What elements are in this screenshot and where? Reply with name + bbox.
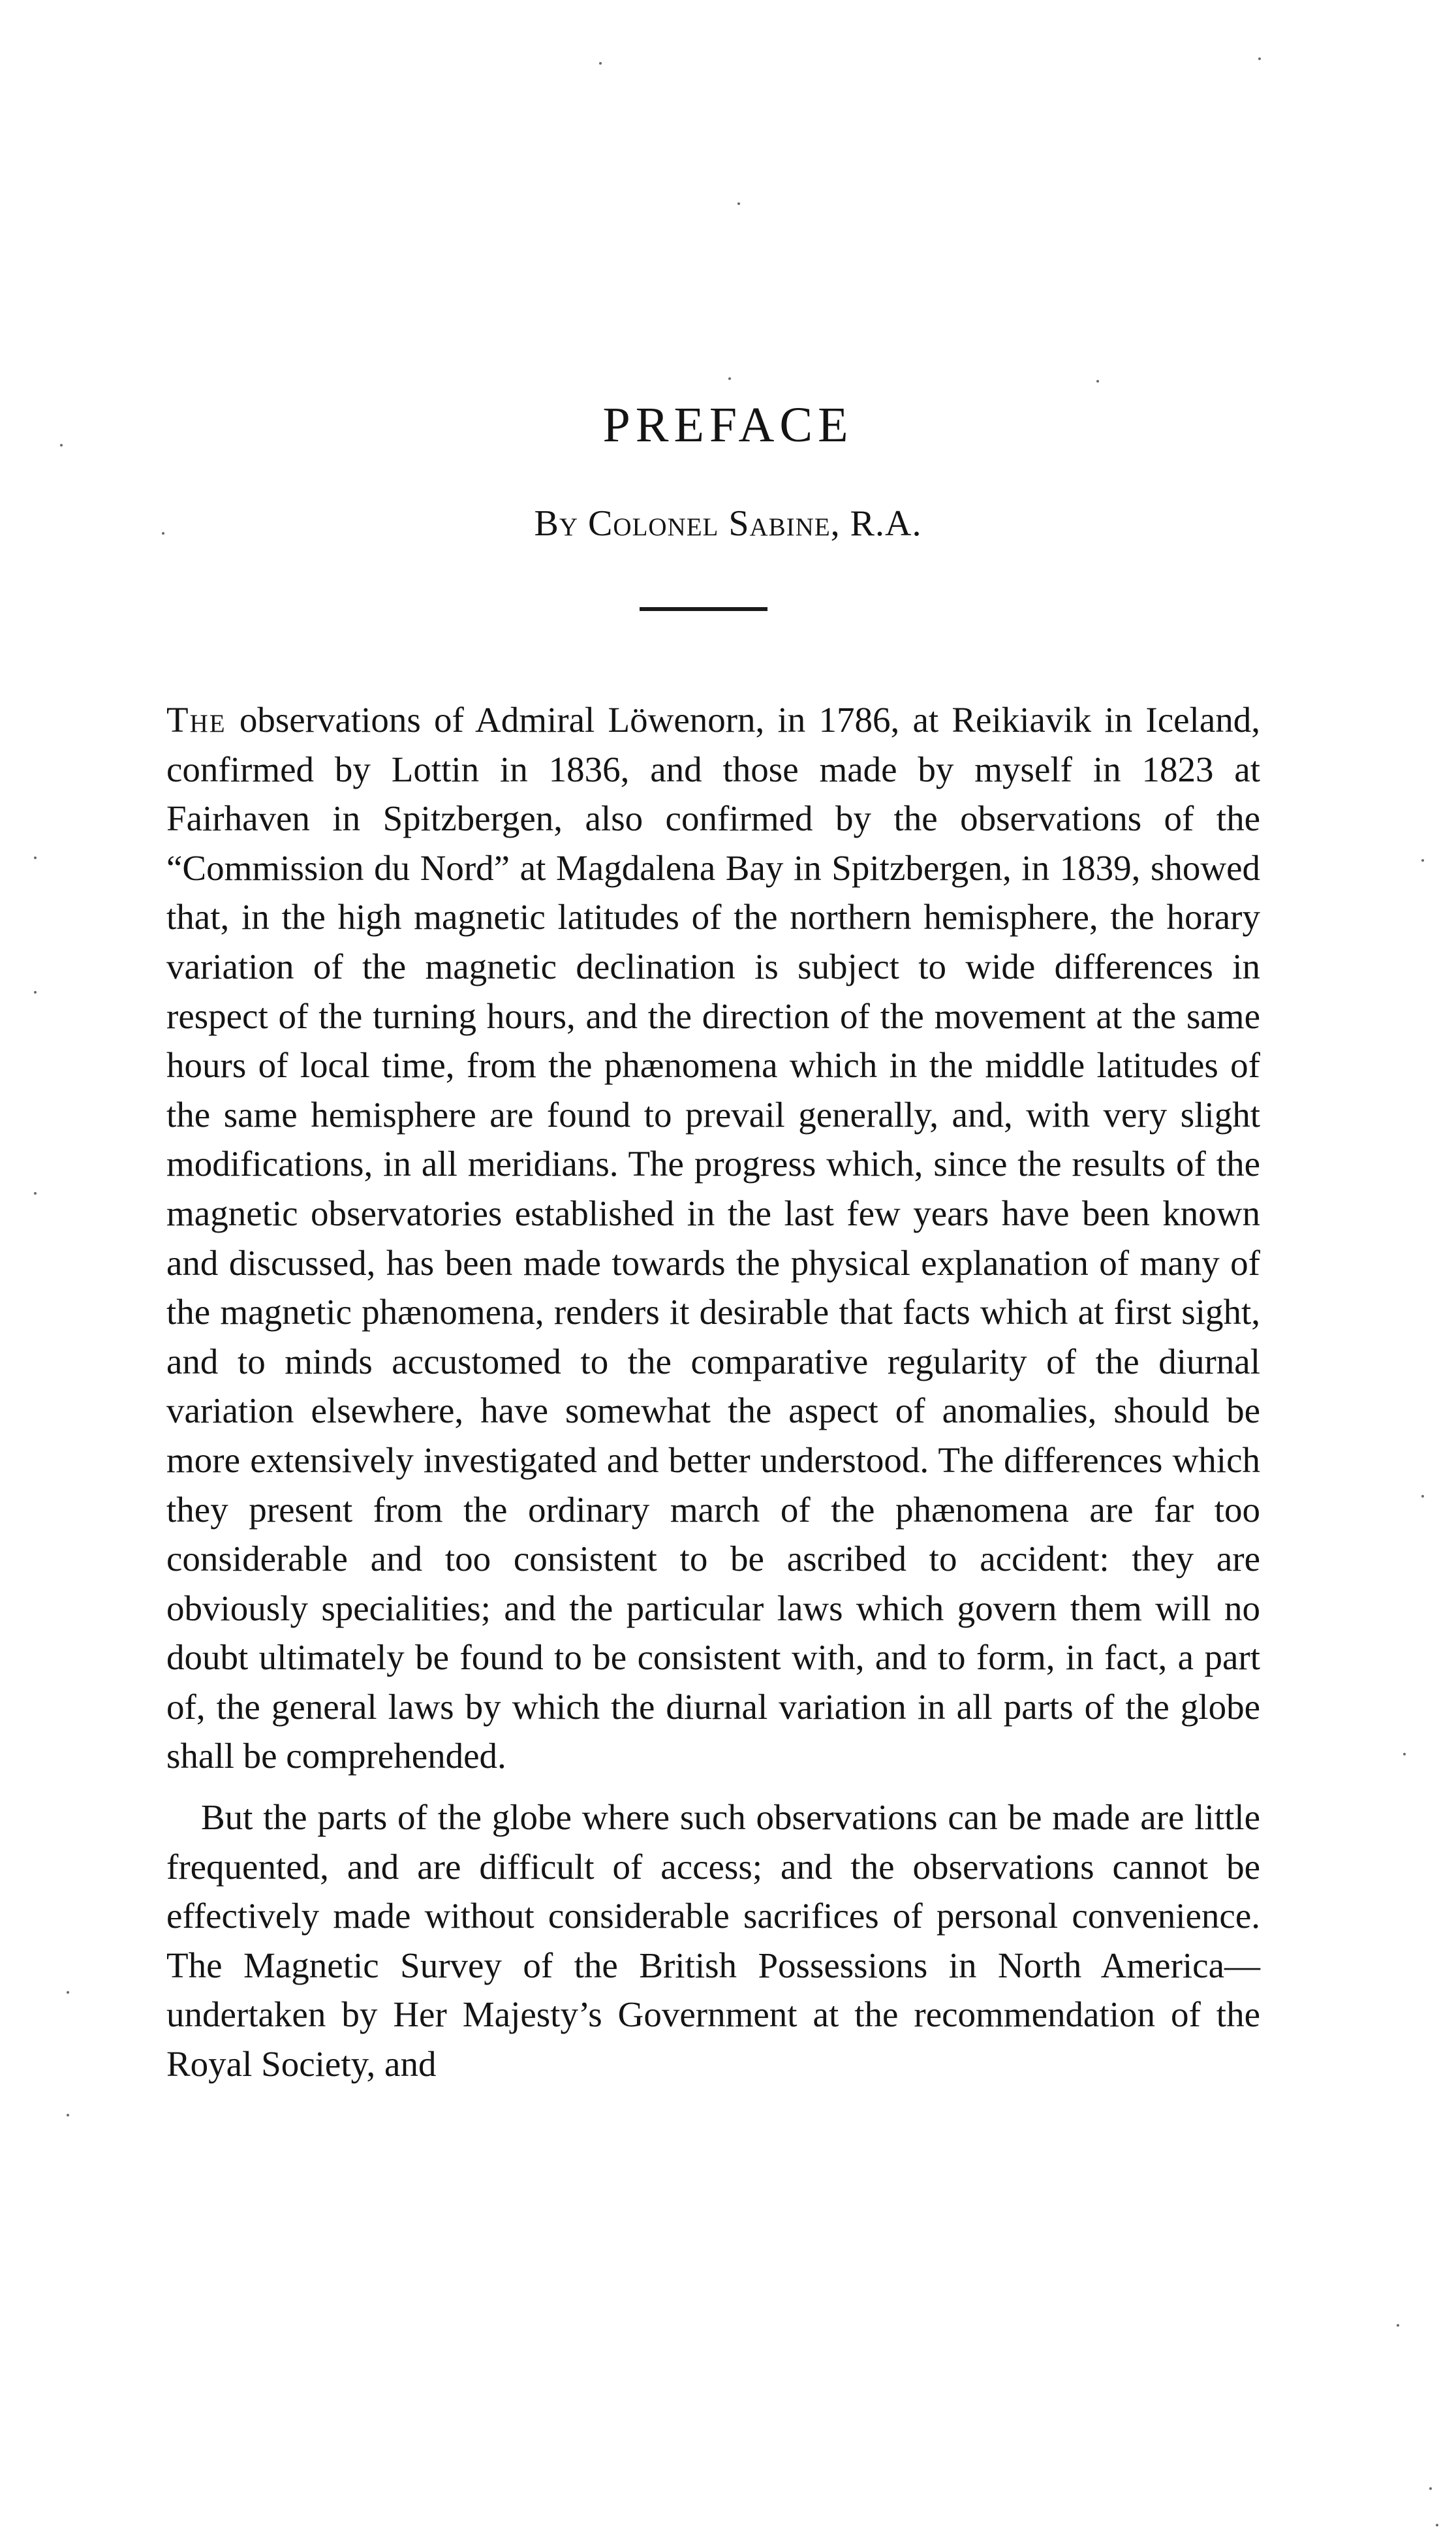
title-divider <box>640 607 767 611</box>
scan-speck <box>67 2114 69 2116</box>
author-byline: By Colonel Sabine, R.A. <box>534 503 922 544</box>
scan-speck <box>34 857 37 859</box>
scan-speck <box>67 1991 69 1994</box>
paragraph-2: But the parts of the globe where such observations can be made are little frequented, and are difficult of access; and the observations cannot be effectively made without considerable sacrifices of personal convenience. The Magnetic Survey of the British Possessions in North America—undertaken by Her Majesty’s Government at the recommendation of the Royal Society, and <box>166 1797 1260 2084</box>
paragraph-lead-word: The <box>166 700 226 740</box>
scan-speck <box>162 532 164 535</box>
scan-speck <box>599 62 602 65</box>
paragraph-1 <box>166 695 1260 1781</box>
scan-speck <box>737 202 740 205</box>
scan-speck <box>34 1192 37 1195</box>
scan-speck <box>728 377 731 380</box>
scan-speck <box>1436 2524 1438 2526</box>
scan-speck <box>1429 2487 1432 2490</box>
scan-speck <box>1397 2324 1399 2327</box>
scan-speck <box>1421 859 1424 862</box>
scan-speck <box>1096 380 1099 383</box>
preface-body <box>166 695 1260 2089</box>
page-title: PREFACE <box>602 398 854 452</box>
scan-speck <box>1258 57 1261 60</box>
scan-speck <box>1421 1495 1424 1498</box>
scan-speck <box>60 444 63 447</box>
scan-speck <box>34 991 37 994</box>
scan-speck <box>1403 1753 1406 1755</box>
paragraph-1-text: observations of Admiral Löwenorn, in 1786, at Reikiavik in Iceland, confirmed by Lottin in 1836, and those made by myself in 1823 at Fairhaven in Spitzbergen, also confirmed by the observations of the “Commission du Nord” at Magdalena Bay in Spitzbergen, in 1839, showed that, in the high magnetic latitudes of the northern hemisphere, the horary variation of the magnetic declination is subject to wide differences in respect of the turning hours, and the direction of the movement at the same hours of local time, from the phænomena which in the middle latitudes of the same hemisphere are found to prevail generally, and, with very slight modifications, in all meridians. The progress which, since the results of the magnetic observatories established in the last few years have been known and discussed, has been made towards the physical explanation of many of the magnetic phænomena, renders it desirable that facts which at first sight, and to minds accustomed to the comparative regularity of the diurnal variation elsewhere, have somewhat the aspect of anomalies, should be more extensively investigated and better understood. The differences which they present from the ordinary march of the phænomena are far too considerable and too consistent to be ascribed to accident: they are obviously specialities; and the particular laws which govern them will no doubt ultimately be found to be consistent with, and to form, in fact, a part of, the general laws by which the diurnal variation in all parts of the globe shall be comprehended. <box>166 700 1261 1776</box>
